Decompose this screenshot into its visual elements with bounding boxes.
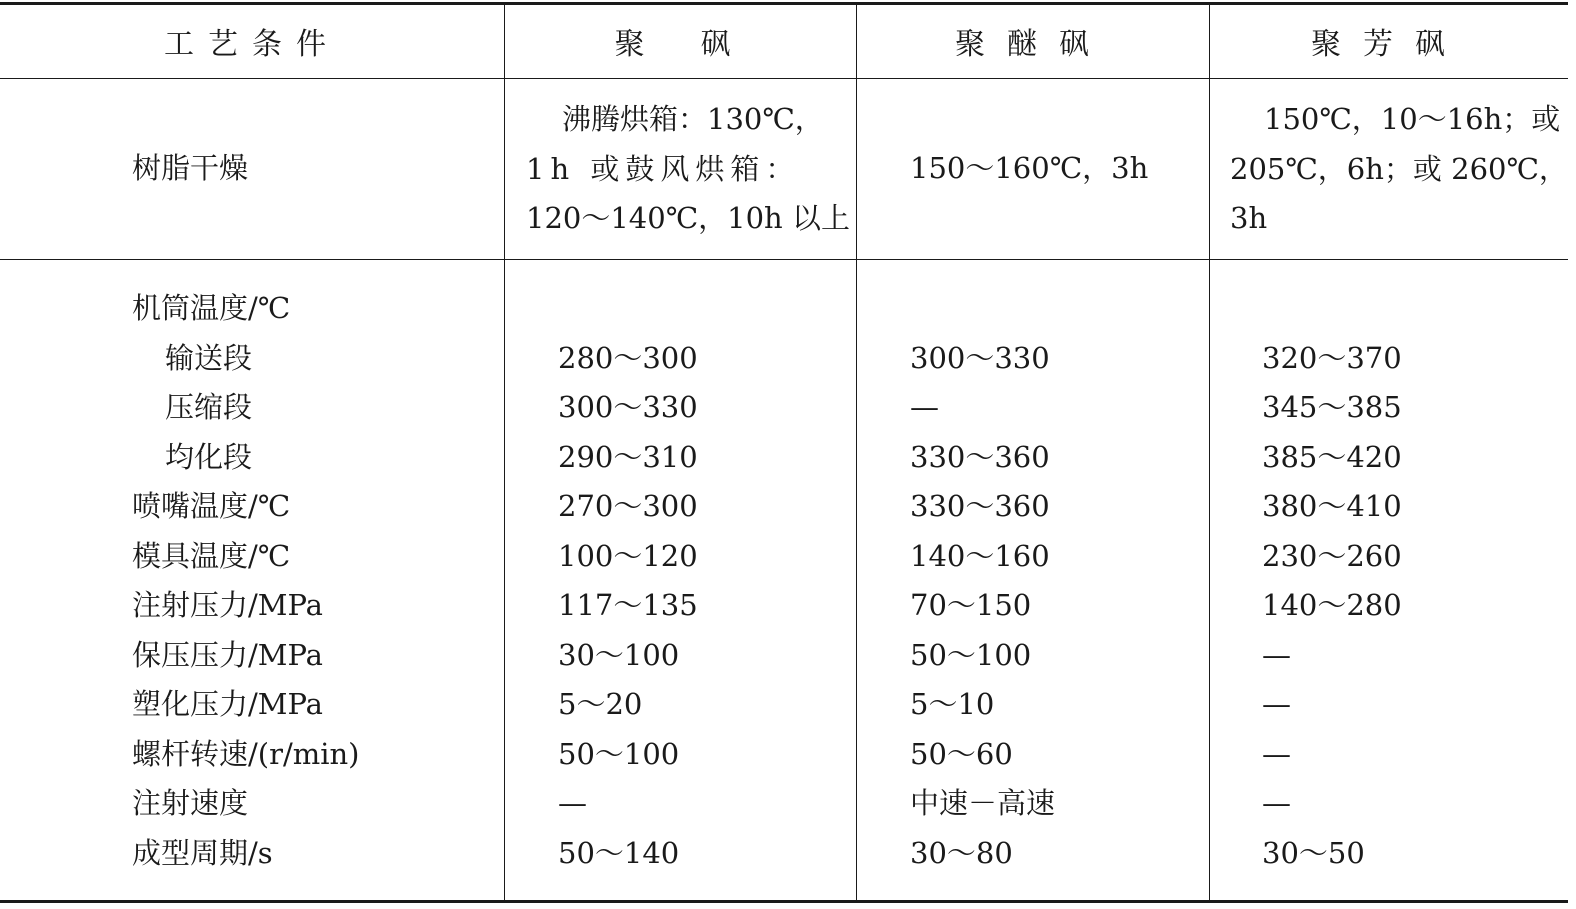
psu-value: 50～140 — [558, 835, 680, 870]
pes-value-column — [910, 284, 1055, 878]
par-value: 345～385 — [1262, 390, 1402, 424]
psu-value: 290～310 — [558, 439, 698, 474]
psu-value-column — [558, 284, 698, 878]
parameter-label: 模具温度/℃ — [132, 538, 291, 573]
psu-value: 100～120 — [558, 538, 698, 573]
psu-value — [558, 284, 698, 334]
pes-value: 70～150 — [910, 588, 1032, 622]
par-drying-line: 150℃，10～16h；或 — [1264, 102, 1561, 136]
pes-value: 50～100 — [910, 637, 1032, 672]
psu-value: — — [558, 786, 587, 820]
pes-value: 140～160 — [910, 538, 1050, 573]
par-value: — — [1262, 687, 1291, 721]
column-divider — [1209, 4, 1210, 901]
parameter-label: 均化段 — [165, 439, 253, 474]
header-psu: 聚砜 — [614, 27, 787, 62]
psu-drying-cell — [526, 95, 850, 244]
psu-value: 270～300 — [558, 489, 698, 523]
par-value: — — [1262, 637, 1291, 672]
par-value: 30～50 — [1262, 835, 1365, 870]
parameter-label: 成型周期/s — [132, 835, 273, 870]
pes-value — [910, 284, 1055, 334]
par-drying-line: 205℃，6h；或 260℃， — [1230, 151, 1568, 186]
header-divider — [0, 78, 1568, 79]
parameter-label-column — [132, 284, 359, 878]
parameter-label: 喷嘴温度/℃ — [132, 489, 291, 523]
pes-value: 中速－高速 — [910, 786, 1056, 820]
pes-drying-cell: 150～160℃，3h — [910, 151, 1149, 185]
parameter-label: 注射速度 — [132, 786, 249, 820]
psu-value: 5～20 — [558, 687, 643, 721]
parameter-label: 塑化压力/MPa — [132, 687, 323, 721]
par-value: 320～370 — [1262, 340, 1402, 375]
par-value: 140～280 — [1262, 588, 1402, 622]
parameter-label: 压缩段 — [165, 390, 253, 424]
header-process-conditions: 工艺条件 — [164, 27, 340, 62]
table-bottom-rule — [0, 900, 1568, 903]
psu-value: 30～100 — [558, 637, 680, 672]
parameter-label: 保压压力/MPa — [132, 637, 323, 672]
psu-value: 117～135 — [558, 588, 698, 622]
psu-drying-line: 120～140℃，10h 以上 — [526, 201, 850, 235]
parameter-label: 螺杆转速/(r/min) — [132, 736, 360, 771]
par-value: — — [1262, 736, 1291, 771]
pes-value: 5～10 — [910, 687, 995, 721]
pes-value: 330～360 — [910, 489, 1050, 523]
header-par: 聚芳砜 — [1311, 27, 1467, 62]
pes-value: 330～360 — [910, 439, 1050, 474]
par-value-column — [1262, 284, 1402, 878]
column-divider — [504, 4, 505, 901]
psu-value: 300～330 — [558, 390, 698, 424]
par-value: 230～260 — [1262, 538, 1402, 573]
par-value: 380～410 — [1262, 489, 1402, 523]
header-pes: 聚醚砜 — [955, 27, 1111, 62]
parameter-label: 输送段 — [165, 340, 253, 375]
pes-value: 300～330 — [910, 340, 1050, 375]
par-value: — — [1262, 786, 1291, 820]
par-value: 385～420 — [1262, 439, 1402, 474]
par-drying-cell — [1230, 95, 1568, 244]
par-drying-line: 3h — [1230, 201, 1268, 235]
par-value — [1262, 284, 1402, 334]
parameter-label: 机筒温度/℃ — [132, 291, 291, 325]
psu-value: 280～300 — [558, 340, 698, 375]
psu-value: 50～100 — [558, 736, 680, 771]
column-divider — [856, 4, 857, 901]
psu-drying-line: 沸腾烘箱：130℃， — [562, 102, 824, 136]
drying-row-divider — [0, 259, 1568, 260]
pes-value: 50～60 — [910, 736, 1013, 771]
pes-value: — — [910, 390, 939, 424]
pes-value: 30～80 — [910, 835, 1013, 870]
psu-drying-line: 1h 或鼓风烘箱： — [526, 151, 801, 186]
parameter-label: 注射压力/MPa — [132, 588, 323, 622]
resin-drying-label: 树脂干燥 — [132, 151, 249, 185]
